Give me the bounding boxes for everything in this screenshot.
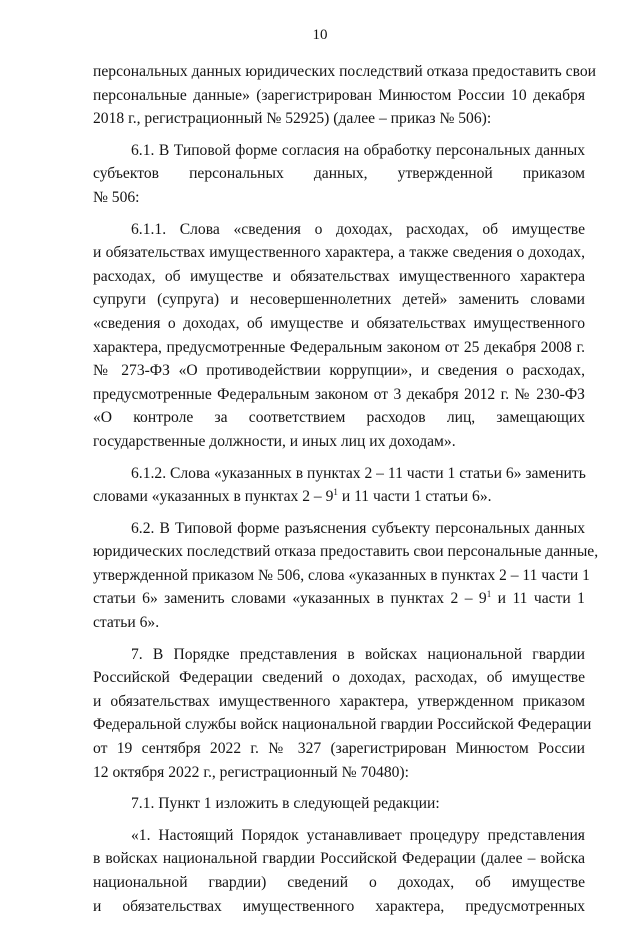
text-line: и обязательствах имущественного характера, предусмотренных <box>93 897 585 915</box>
text-line: словами «указанных в пунктах $2 - 9^1$ и 11 части 1 статьи 6». <box>93 486 492 506</box>
text-line: № 506: <box>93 188 140 206</box>
paragraph-gap <box>93 131 585 139</box>
text-line: 6.2. В Типовой форме разъяснения субъекту персональных данных <box>131 519 585 537</box>
text-line: юридических последствий отказа предоставить свои персональные данные, <box>93 543 599 561</box>
paragraph-p6 <box>93 792 585 816</box>
text-line: от 19 сентября 2022 г. № 327 (зарегистрирован Минюстом России <box>93 740 585 758</box>
text-line: государственные должности, и иных лиц их доходам». <box>93 432 456 450</box>
text-line: № 273-ФЗ «О противодействии коррупции», и сведения о расходах, <box>93 362 585 380</box>
paragraph-p3 <box>93 462 585 509</box>
text-line: супруги (супруга) и несовершеннолетних детей» заменить словами <box>93 291 585 309</box>
text-line: 6.1.1. Слова «сведения о доходах, расходах, об имуществе <box>131 220 585 238</box>
text-line: расходах, об имуществе и обязательствах имущественного характера <box>93 267 585 285</box>
paragraph-gap <box>93 816 585 824</box>
text-line: 12 октября 2022 г., регистрационный № 70480): <box>93 763 409 781</box>
text-line: статьи 6» заменить словами «указанных в пунктах $2 - 9^1$ и 11 части 1 <box>93 589 585 608</box>
paragraph-gap <box>93 210 585 218</box>
paragraph-p0 <box>93 60 596 131</box>
paragraph-gap <box>93 635 585 643</box>
text-line: 6.1. В Типовой форме согласия на обработку персональных данных <box>131 141 585 159</box>
text-line: характера, предусмотренные Федеральным законом от 25 декабря 2008 г. <box>93 338 585 356</box>
text-line: национальной гвардии) сведений о доходах, об имуществе <box>93 874 585 891</box>
paragraph-p4 <box>93 517 599 635</box>
paragraph-gap <box>93 509 585 517</box>
text-line: и обязательствах имущественного характера, утвержденном приказом <box>93 692 585 710</box>
paragraph-gap <box>93 784 585 792</box>
text-line: 6.1.2. Слова «указанных в пунктах 2 – 11 части 1 статьи 6» заменить <box>131 464 586 482</box>
paragraph-p1 <box>93 139 585 210</box>
document-body <box>93 60 599 926</box>
text-line: Российской Федерации сведений о доходах, расходах, об имуществе <box>93 669 585 687</box>
page-number: 10 <box>312 27 328 43</box>
text-line: Федеральной службы войск национальной гвардии Российской Федерации <box>93 716 592 734</box>
text-line: и обязательствах имущественного характера, а также сведения о доходах, <box>93 244 585 262</box>
text-line: 2018 г., регистрационный № 52925) (далее – приказ № 506): <box>93 110 492 128</box>
paragraph-gap <box>93 454 585 462</box>
text-line: персональные данные» (зарегистрирован Минюстом России 10 декабря <box>93 86 585 104</box>
text-line: предусмотренные Федеральным законом от 3 декабря 2012 г. № 230-ФЗ <box>93 385 585 403</box>
text-line: «сведения о доходах, об имуществе и обязательствах имущественного <box>93 314 585 332</box>
text-line: субъектов персональных данных, утвержденной приказом <box>93 165 585 183</box>
paragraph-p7 <box>93 824 585 918</box>
text-line: утвержденной приказом № 506, слова «указанных в пунктах 2 – 11 части 1 <box>93 566 590 584</box>
text-line: 7. В Порядке представления в войсках национальной гвардии <box>131 645 585 663</box>
text-line: в войсках национальной гвардии Российской Федерации (далее – войска <box>93 850 585 868</box>
paragraph-p5 <box>93 643 592 785</box>
paragraph-gap <box>93 918 585 926</box>
text-line: персональных данных юридических последствий отказа предоставить свои <box>93 63 596 80</box>
text-line: 7.1. Пункт 1 изложить в следующей редакции: <box>131 795 440 813</box>
paragraph-p2 <box>93 218 585 454</box>
text-line: статьи 6». <box>93 614 160 632</box>
text-line: «1. Настоящий Порядок устанавливает процедуру представления <box>131 826 585 844</box>
text-line: «О контроле за соответствием расходов лиц, замещающих <box>93 409 585 427</box>
